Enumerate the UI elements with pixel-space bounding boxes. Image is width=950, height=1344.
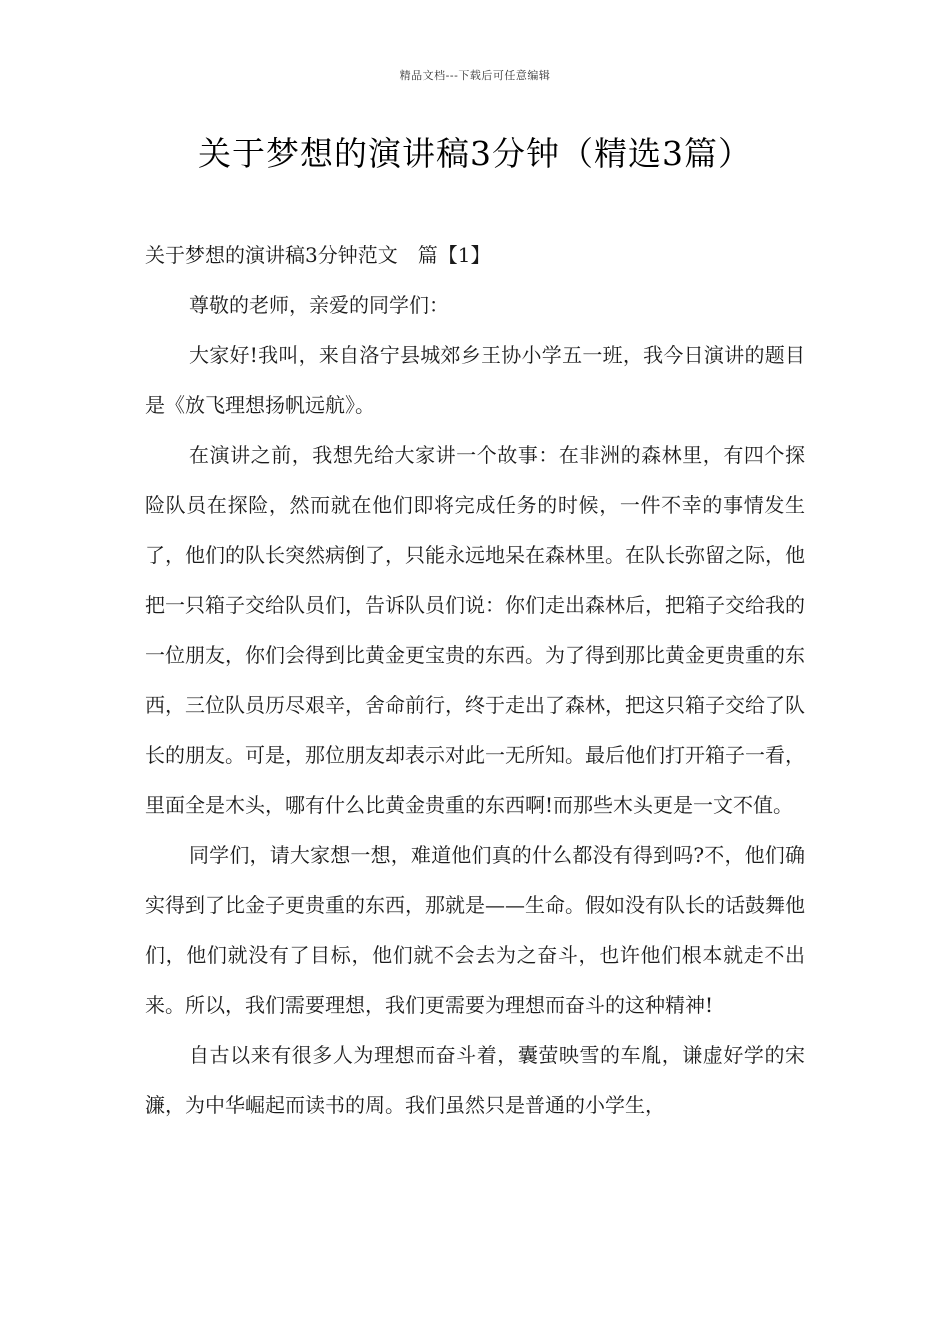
header-note: 精品文档---下载后可任意编辑 xyxy=(399,69,551,82)
document-body xyxy=(145,230,805,1130)
paragraph-examples: 自古以来有很多人为理想而奋斗着，囊萤映雪的车胤，谦虚好学的宋濂，为中华崛起而读书的周。我们虽然只是普通的小学生， xyxy=(145,1043,805,1117)
paragraph-reflection: 同学们，请大家想一想，难道他们真的什么都没有得到吗?不，他们确实得到了比金子更贵重的东西，那就是——生命。假如没有队长的话鼓舞他们，他们就没有了目标，他们就不会去为之奋斗，也许他们根本就走不出来。所以，我们需要理想，我们更需要为理想而奋斗的这种精神! xyxy=(145,843,805,1017)
section-heading: 关于梦想的演讲稿3分钟范文 篇【1】 xyxy=(145,243,491,267)
paragraph-introduction: 大家好!我叫，来自洛宁县城郊乡王协小学五一班，我今日演讲的题目是《放飞理想扬帆远航》。 xyxy=(145,343,805,417)
paragraph-story: 在演讲之前，我想先给大家讲一个故事：在非洲的森林里，有四个探险队员在探险，然而就在他们即将完成任务的时候，一件不幸的事情发生了，他们的队长突然病倒了，只能永远地呆在森林里。在队长弥留之际，他把一只箱子交给队员们，告诉队员们说：你们走出森林后，把箱子交给我的一位朋友，你们会得到比黄金更宝贵的东西。为了得到那比黄金更贵重的东西，三位队员历尽艰辛，舍命前行，终于走出了森林，把这只箱子交给了队长的朋友。可是，那位朋友却表示对此一无所知。最后他们打开箱子一看，里面全是木头，哪有什么比黄金贵重的东西啊!而那些木头更是一文不值。 xyxy=(145,443,805,817)
paragraph-salutation: 尊敬的老师，亲爱的同学们： xyxy=(189,293,449,317)
document-title: 关于梦想的演讲稿3分钟（精选3篇） xyxy=(198,134,752,173)
